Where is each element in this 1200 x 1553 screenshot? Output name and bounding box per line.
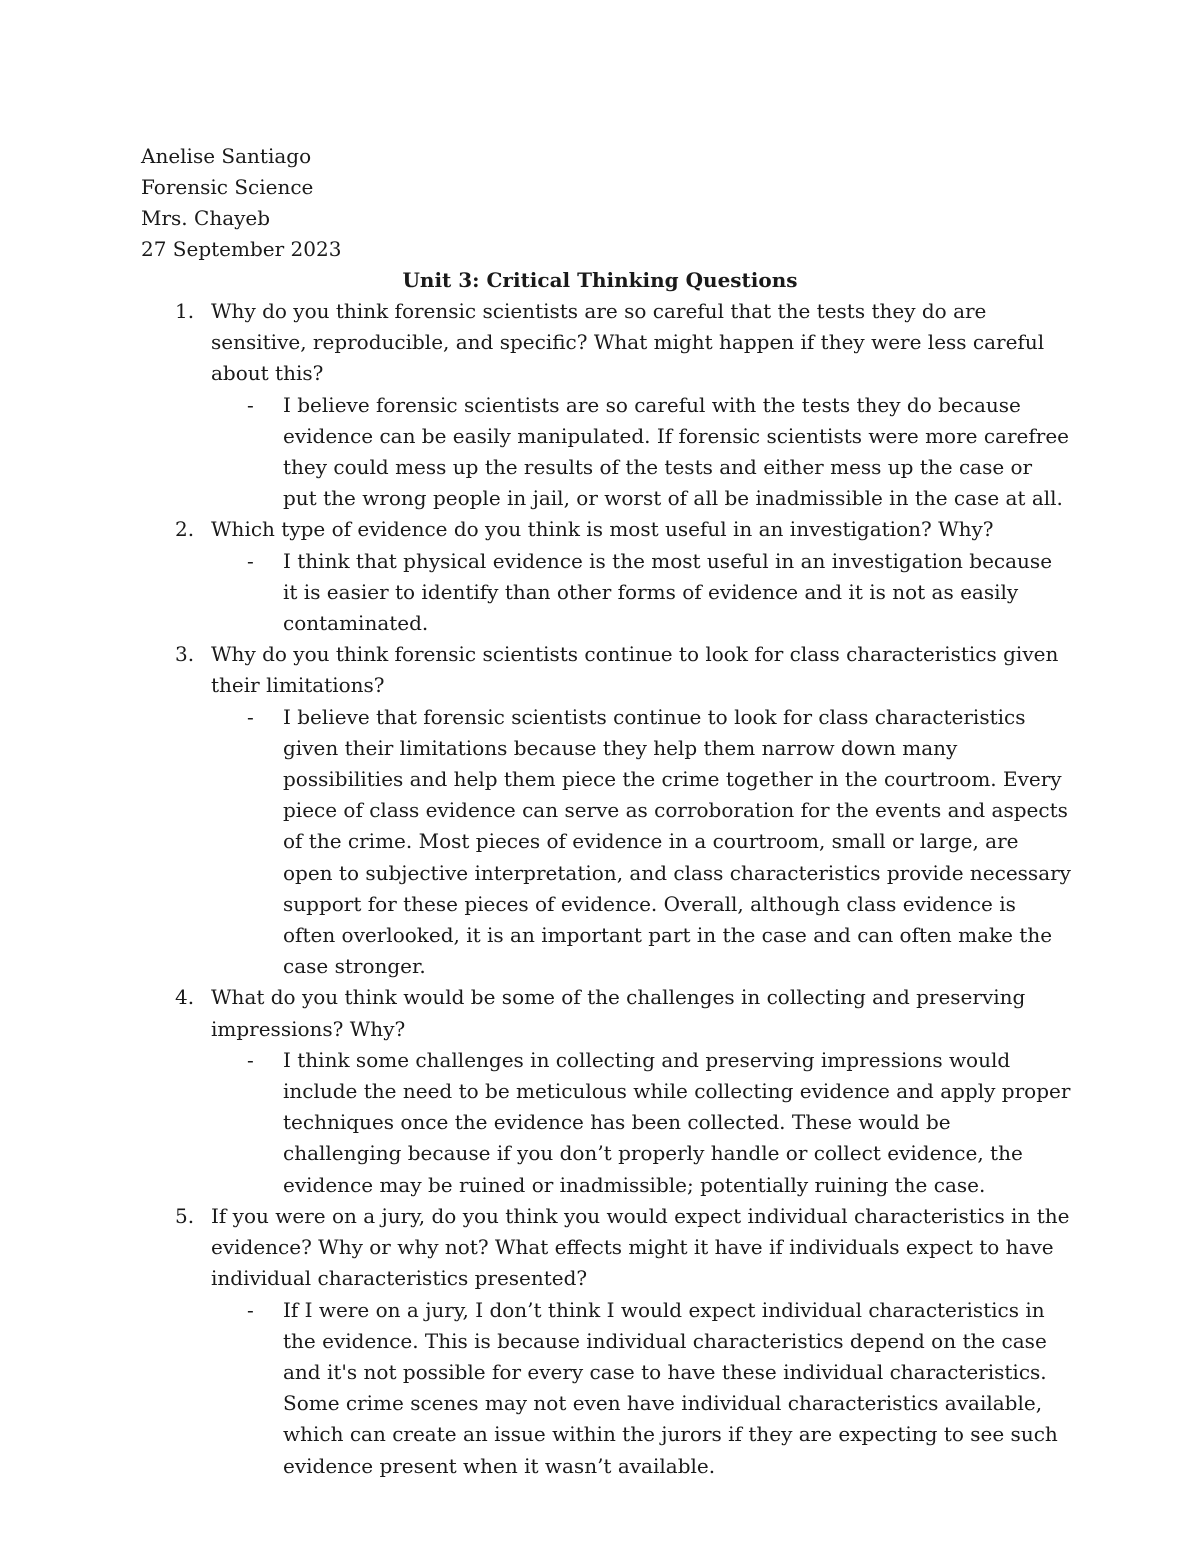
question-text xyxy=(172,514,1072,545)
question-body: Which type of evidence do you think is most useful in an investigation? Why? xyxy=(211,517,994,542)
answer-body: I believe that forensic scientists continue to look for class characteristics given their limitations because they help them narrow down many possibilities and help them piece the crime together in the courtroom. Every piece of class evidence can serve as corroboration for the events and aspects of the crime. Most pieces of evidence in a courtroom, small or large, are open to subjective interpretation, and class characteristics provide necessary support for these pieces of evidence. Overall, although class evidence is often overlooked, it is an important part in the case and can often make the case stronger. xyxy=(283,704,1071,979)
document-date: 27 September 2023 xyxy=(141,237,342,261)
answer-bullet: - xyxy=(247,704,254,729)
question-body: Why do you think forensic scientists are so careful that the tests they do are sensitive, reproducible, and specific? What might happen if they were less careful about this? xyxy=(211,299,1045,386)
question-text xyxy=(172,982,1072,1044)
student-name: Anelise Santiago xyxy=(141,144,312,168)
question-number: 4. xyxy=(175,985,195,1010)
course-name: Forensic Science xyxy=(141,175,314,199)
answer-text xyxy=(172,1045,1072,1201)
question-item xyxy=(172,296,1072,514)
answer-text xyxy=(172,1295,1072,1482)
answer-text xyxy=(172,702,1072,983)
answer-bullet: - xyxy=(247,1047,254,1072)
answer-bullet: - xyxy=(247,548,254,573)
answer-body: I believe forensic scientists are so careful with the tests they do because evidence can be easily manipulated. If forensic scientists were more carefree they could mess up the results of the tests and either mess up the case or put the wrong people in jail, or worst of all be inadmissible in the case at all. xyxy=(283,392,1069,511)
question-text xyxy=(172,639,1072,701)
document-header xyxy=(141,141,341,265)
question-item xyxy=(172,514,1072,639)
teacher-name: Mrs. Chayeb xyxy=(141,206,271,230)
question-number: 5. xyxy=(175,1203,195,1228)
question-item xyxy=(172,1201,1072,1482)
question-item xyxy=(172,982,1072,1200)
answer-bullet: - xyxy=(247,392,254,417)
answer-text xyxy=(172,390,1072,515)
question-number: 2. xyxy=(175,517,195,542)
answer-body: I think some challenges in collecting and preserving impressions would include the need to be meticulous while collecting evidence and apply proper techniques once the evidence has been collected. These would be challenging because if you don’t properly handle or collect evidence, the evidence may be ruined or inadmissible; potentially ruining the case. xyxy=(283,1047,1071,1197)
answer-text xyxy=(172,546,1072,640)
question-item xyxy=(172,639,1072,982)
question-body: What do you think would be some of the challenges in collecting and preserving impressions? Why? xyxy=(211,985,1026,1041)
document-title: Unit 3: Critical Thinking Questions xyxy=(402,268,798,292)
answer-bullet: - xyxy=(247,1297,254,1322)
question-text xyxy=(172,1201,1072,1295)
answer-body: If I were on a jury, I don’t think I would expect individual characteristics in the evidence. This is because individual characteristics depend on the case and it's not possible for every case to have these individual characteristics. Some crime scenes may not even have individual characteristics available, which can create an issue within the jurors if they are expecting to see such evidence present when it wasn’t available. xyxy=(283,1297,1058,1478)
question-body: Why do you think forensic scientists continue to look for class characteristics given their limitations? xyxy=(211,642,1059,698)
question-number: 1. xyxy=(175,299,195,323)
question-number: 3. xyxy=(175,642,195,667)
question-list xyxy=(172,296,1072,1482)
question-text xyxy=(172,296,1072,390)
question-body: If you were on a jury, do you think you would expect individual characteristics in the evidence? Why or why not? What effects might it have if individuals expect to have individual characteristics presented? xyxy=(211,1203,1070,1291)
answer-body: I think that physical evidence is the most useful in an investigation because it is easier to identify than other forms of evidence and it is not as easily contaminated. xyxy=(283,548,1053,636)
